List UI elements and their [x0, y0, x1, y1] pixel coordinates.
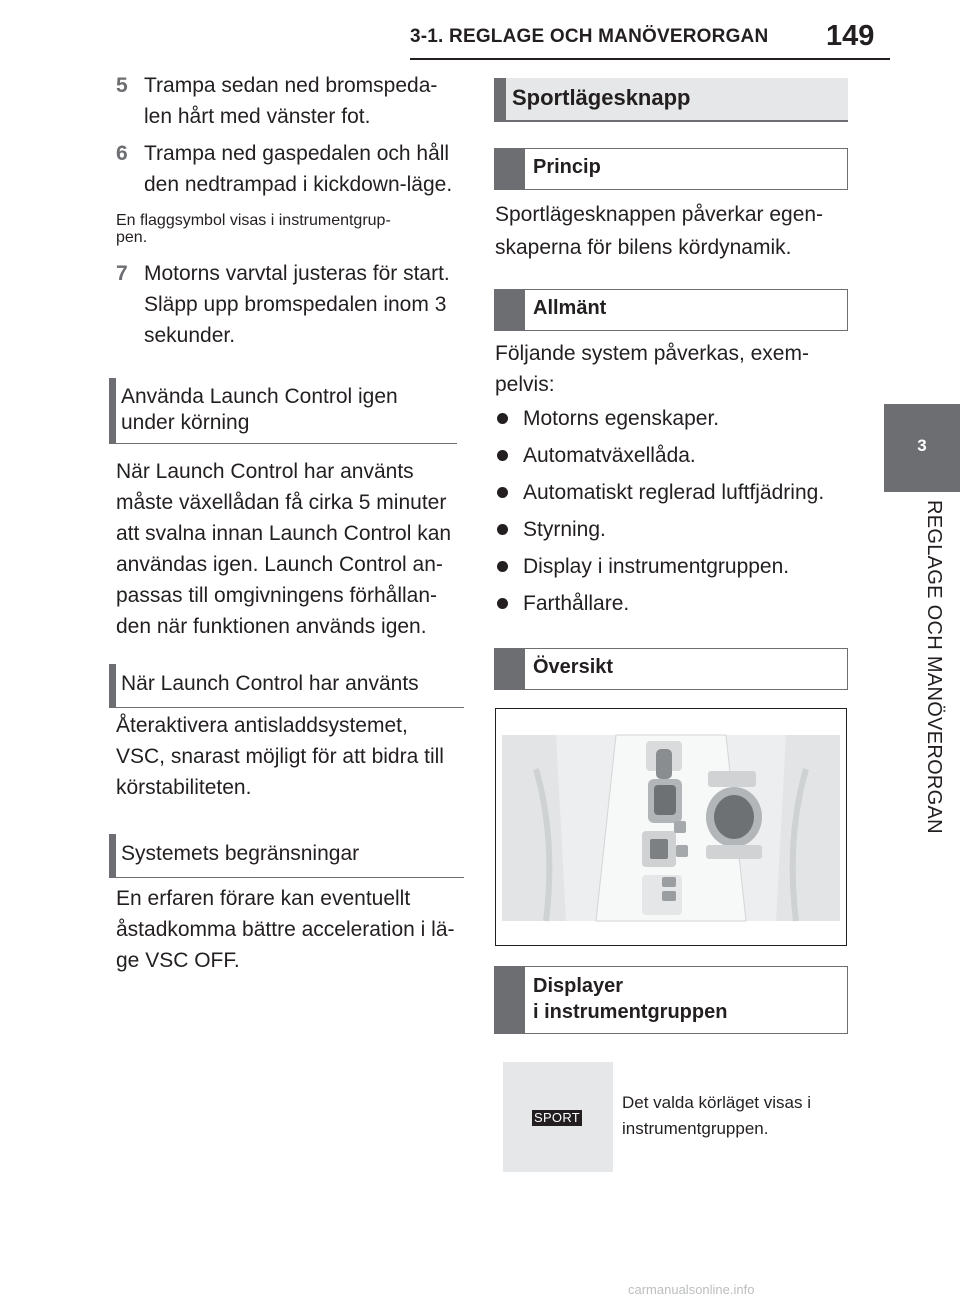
note-line: pen. [116, 229, 148, 246]
step-text-line: Trampa sedan ned bromspeda- [144, 74, 438, 97]
step-text-line: sekunder. [144, 324, 236, 347]
heading-bar [495, 649, 525, 689]
heading-bar [495, 967, 525, 1033]
step-text-line: Släpp upp bromspedalen inom 3 [144, 293, 447, 316]
section-title: 3-1. REGLAGE OCH MANÖVERORGAN [410, 26, 769, 47]
heading-text [533, 973, 727, 1025]
list-item: Motorns egenskaper. [495, 400, 855, 437]
text-line: passas till omgivningens förhållan- [116, 584, 437, 607]
paragraph-principle [495, 198, 845, 264]
step-number: 6 [116, 142, 128, 165]
text-line: En erfaren förare kan eventuellt [116, 887, 411, 910]
caption-line: Det valda körläget visas i [622, 1093, 811, 1112]
text-line: pelvis: [495, 373, 555, 396]
text-line: Sportlägesknappen påverkar egen- [495, 203, 824, 226]
step-text-line: Motorns varvtal justeras för start. [144, 262, 450, 285]
list-item: Automatiskt reglerad luftfjädring. [495, 474, 855, 511]
text-line: När Launch Control har använts [116, 460, 414, 483]
heading-text: Översikt [533, 656, 614, 678]
heading-line: Displayer [533, 975, 624, 997]
heading-line: Använda Launch Control igen [121, 385, 398, 408]
heading-line: När Launch Control har använts [121, 672, 419, 695]
step-number: 7 [116, 262, 128, 285]
heading-principle [494, 148, 848, 190]
list-item: Styrning. [495, 511, 855, 548]
text-line: måste växellådan få cirka 5 minuter [116, 491, 447, 514]
list-item: Farthållare. [495, 585, 855, 622]
heading-line: i instrumentgruppen [533, 1001, 728, 1023]
heading-sport-mode-button [494, 78, 848, 122]
sport-caption [622, 1090, 852, 1142]
text-line: körstabiliteten. [116, 776, 252, 799]
page-number: 149 [826, 20, 875, 52]
note-line: En flaggsymbol visas i instrumentgrup- [116, 212, 391, 229]
step-number: 5 [116, 74, 128, 97]
header-divider [410, 58, 890, 60]
list-item: Automatväxellåda. [495, 437, 855, 474]
heading-general [494, 289, 848, 331]
heading-bar [494, 78, 506, 120]
caption-line: instrumentgruppen. [622, 1119, 769, 1138]
text-line: Följande system påverkas, exem- [495, 342, 809, 365]
paragraph-after-launch-control [116, 710, 466, 803]
heading-text: Allmänt [533, 297, 607, 319]
text-line: Återaktivera antisladdsystemet, [116, 714, 408, 737]
step-text-line: den nedtrampad i kickdown-läge. [144, 173, 453, 196]
center-console-illustration [495, 708, 847, 946]
heading-instrument-displays [494, 966, 848, 1034]
heading-line: Systemets begränsningar [121, 842, 360, 865]
text-line: ge VSC OFF. [116, 949, 240, 972]
text-line: åstadkomma bättre acceleration i lä- [116, 918, 455, 941]
heading-after-launch-control [109, 664, 464, 708]
heading-text: Sportlägesknapp [512, 85, 691, 110]
step-5 [116, 70, 456, 132]
heading-line: under körning [121, 411, 250, 434]
heading-launch-control-again [109, 378, 457, 444]
chapter-label: REGLAGE OCH MANÖVERORGAN [923, 500, 945, 834]
text-line: skaperna för bilens kördynamik. [495, 236, 792, 259]
step-6 [116, 138, 466, 200]
sport-indicator: SPORT [533, 1110, 581, 1125]
text-line: den när funktionen används igen. [116, 615, 427, 638]
list-item: Display i instrumentgruppen. [495, 548, 855, 585]
paragraph-launch-control-again [116, 456, 466, 642]
affected-systems-list [495, 400, 855, 622]
console-drawing [496, 709, 846, 945]
heading-overview [494, 648, 848, 690]
note [116, 212, 456, 246]
heading-bar [495, 149, 525, 189]
text-line: användas igen. Launch Control an- [116, 553, 443, 576]
paragraph-system-limitations [116, 883, 466, 976]
text-line: att svalna innan Launch Control kan [116, 522, 452, 545]
paragraph-general [495, 338, 845, 400]
chapter-number: 3 [917, 436, 927, 455]
heading-system-limitations [109, 834, 464, 878]
heading-bar [495, 290, 525, 330]
text-line: VSC, snarast möjligt för att bidra till [116, 745, 444, 768]
watermark: carmanualsonline.info [628, 1282, 755, 1297]
step-text-line: Trampa ned gaspedalen och håll [144, 142, 450, 165]
step-7 [116, 258, 466, 351]
heading-text: Princip [533, 156, 601, 178]
step-text-line: len hårt med vänster fot. [144, 105, 371, 128]
